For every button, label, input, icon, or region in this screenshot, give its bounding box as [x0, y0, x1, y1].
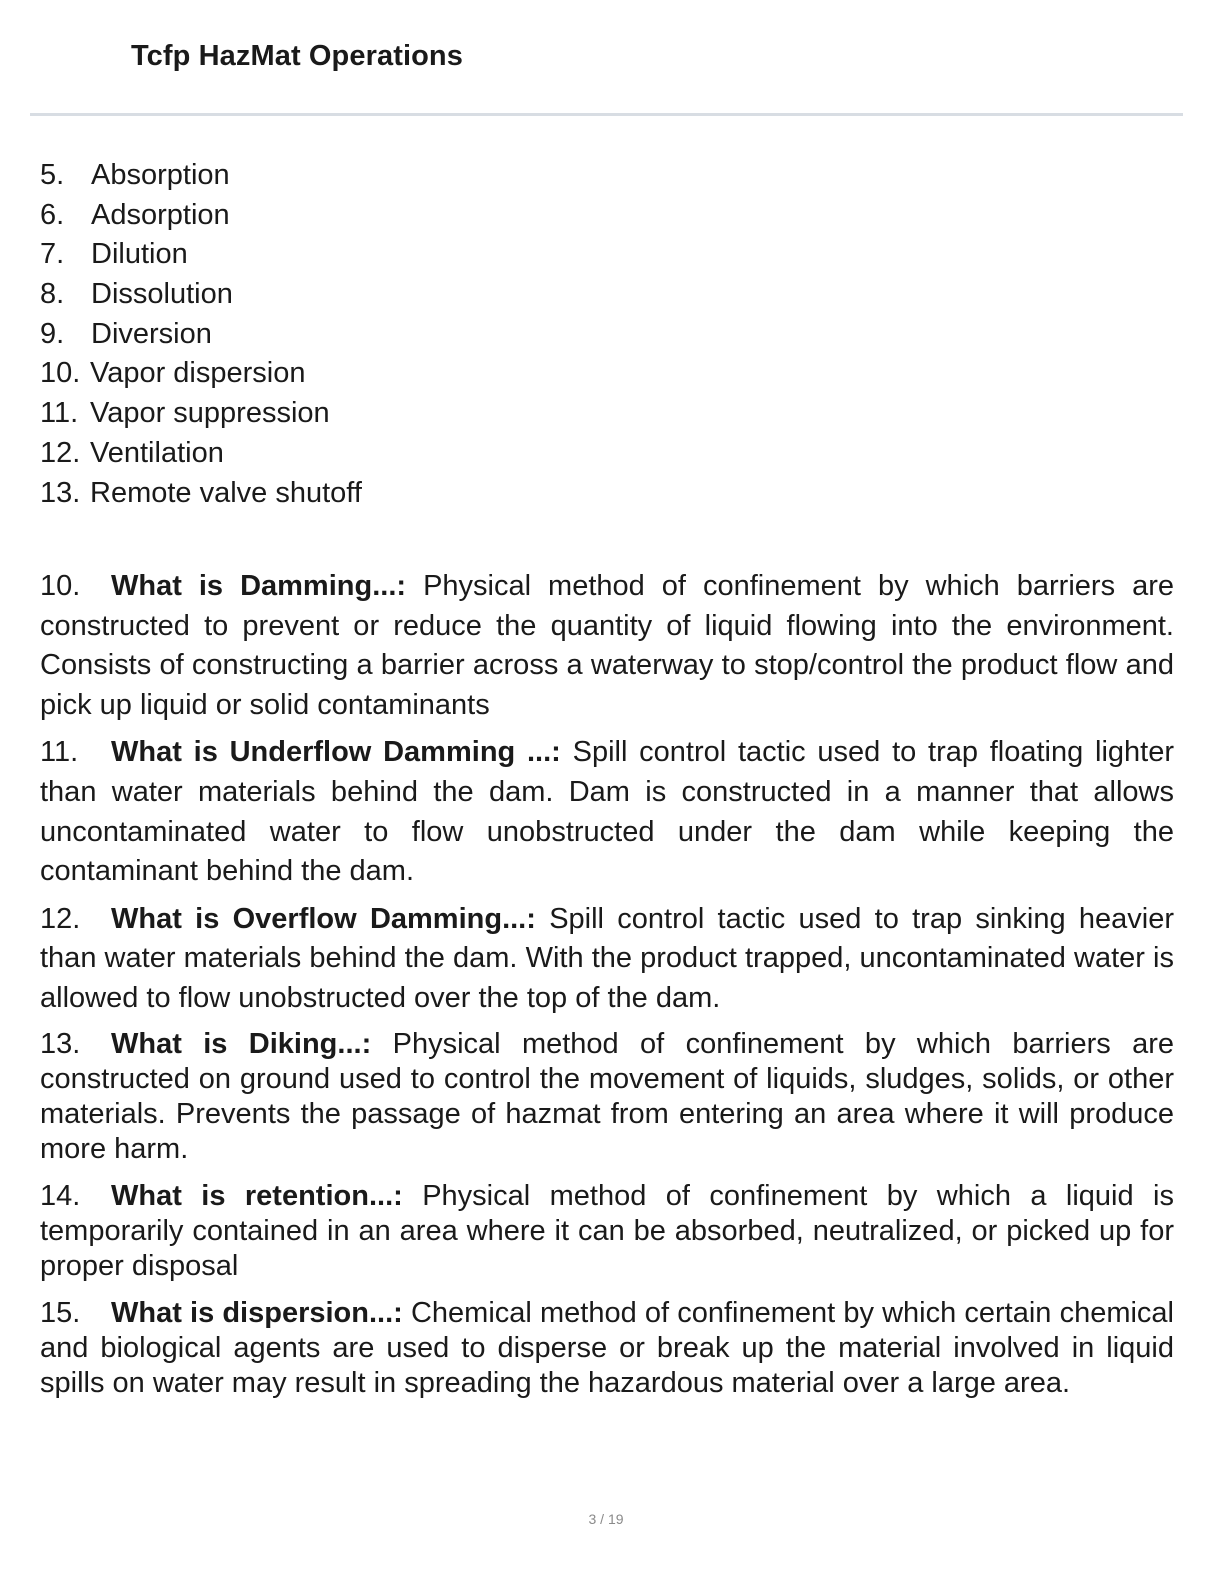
question-number: 15.: [40, 1296, 81, 1329]
answer-text: Physical method of confinement by which a liquid is temporarily contained in an area where it can be absorbed, neutralized, or picked up for proper disposal: [40, 1179, 1174, 1282]
list-item: [40, 394, 840, 434]
list-item-text: Adsorption: [91, 198, 230, 231]
list-item-number: 7.: [40, 238, 65, 271]
list-item-number: 6.: [40, 198, 65, 231]
list-item-number: 13.: [40, 476, 81, 509]
page-number: 3 / 19: [588, 1511, 624, 1527]
question-term: What is Underflow Damming ...:: [111, 736, 561, 769]
question-term: What is Damming...:: [111, 570, 407, 602]
flashcard-item: [40, 1027, 1174, 1167]
list-item-number: 10.: [40, 357, 81, 390]
list-item-number: 8.: [40, 278, 65, 311]
list-item-text: Dilution: [91, 238, 188, 271]
flashcard-item: [40, 1296, 1174, 1401]
answer-text: Chemical method of confinement by which certain chemical and biological agents are used to disperse or break up the material involved in liquid spills on water may result in spreading the hazardous material over a large area.: [40, 1296, 1174, 1399]
flashcard-item: [40, 733, 1174, 891]
question-term: What is dispersion...:: [111, 1296, 403, 1329]
list-item-text: Vapor suppression: [90, 397, 330, 430]
question-number: 10.: [40, 570, 81, 602]
question-term: What is retention...:: [111, 1179, 403, 1212]
list-item: [40, 196, 840, 236]
list-item: [40, 474, 840, 514]
list-item-number: 9.: [40, 317, 65, 350]
list-item-number: 12.: [40, 436, 81, 469]
list-item-text: Diversion: [91, 317, 212, 350]
answer-text: Physical method of confinement by which barriers are constructed on ground used to control the movement of liquids, sludges, solids, or other materials. Prevents the passage of hazmat from entering an area where it will produce more harm.: [40, 1027, 1174, 1165]
question-number: 11.: [40, 736, 79, 769]
flashcard-item: [40, 567, 1174, 725]
list-item: [40, 156, 840, 196]
answer-text: Physical method of confinement by which barriers are constructed to prevent or reduce the quantity of liquid flowing into the environment. Consists of constructing a barrier across a waterway to stop/control the product flow and pick up liquid or solid contaminants: [40, 570, 1174, 721]
tactics-list: [40, 156, 840, 513]
list-item-text: Ventilation: [90, 436, 224, 469]
page-title: Tcfp HazMat Operations: [131, 40, 463, 72]
list-item-text: Remote valve shutoff: [90, 476, 362, 509]
list-item-text: Dissolution: [91, 278, 233, 311]
list-item-text: Vapor dispersion: [90, 357, 306, 390]
list-item: [40, 235, 840, 275]
list-item-number: 5.: [40, 159, 65, 191]
header-divider: [30, 113, 1183, 116]
list-item: [40, 434, 840, 474]
flashcard-list: [40, 567, 1174, 1413]
flashcard-item: [40, 900, 1174, 1019]
list-item-number: 11.: [40, 397, 79, 430]
answer-text: Spill control tactic used to trap floating lighter than water materials behind the dam. Dam is constructed in a manner that allows uncontaminated water to flow unobstructed under the dam while keeping the contaminant behind the dam.: [40, 736, 1175, 888]
flashcard-item: [40, 1179, 1174, 1284]
list-item: [40, 354, 840, 394]
question-term: What is Overflow Damming...:: [111, 902, 536, 935]
answer-text: Spill control tactic used to trap sinking heavier than water materials behind the dam. With the product trapped, uncontaminated water is allowed to flow unobstructed over the top of the dam.: [40, 902, 1175, 1014]
question-number: 14.: [40, 1179, 81, 1212]
list-item: [40, 275, 840, 315]
list-item: [40, 315, 840, 355]
question-term: What is Diking...:: [111, 1027, 372, 1060]
question-number: 13.: [40, 1027, 81, 1060]
question-number: 12.: [40, 902, 81, 935]
list-item-text: Absorption: [91, 159, 230, 191]
